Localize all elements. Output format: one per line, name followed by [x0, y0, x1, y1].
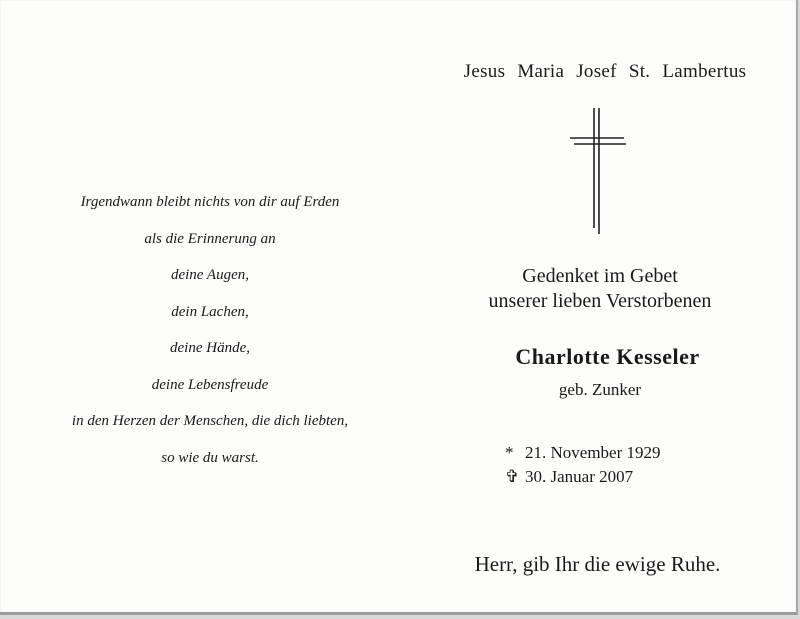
saints-header: Jesus Maria Josef St. Lambertus — [463, 61, 747, 82]
birth-row — [505, 441, 661, 465]
poem-line: so wie du warst. — [161, 449, 259, 466]
death-date: 30. Januar 2007 — [525, 467, 634, 486]
death-row — [505, 465, 661, 489]
life-dates — [505, 441, 661, 489]
poem-line: in den Herzen der Menschen, die dich liebten, — [71, 413, 349, 429]
closing-prayer: Herr, gib Ihr die ewige Ruhe. — [474, 552, 721, 576]
remembrance-line-2: unserer lieben Verstorbenen — [488, 290, 712, 312]
poem-line: dein Lachen, — [171, 303, 249, 320]
cross-icon — [568, 106, 628, 236]
birth-date: 21. November 1929 — [525, 443, 661, 462]
birth-star-icon: * — [505, 443, 514, 462]
deceased-name: Charlotte Kesseler — [515, 344, 700, 369]
poem-line: Irgendwann bleibt nichts von dir auf Erden — [80, 194, 340, 210]
remembrance-line-1: Gedenket im Gebet — [522, 265, 678, 287]
birth-name: geb. Zunker — [558, 380, 642, 399]
death-cross-icon: ✞ — [505, 467, 520, 486]
remembrance-text — [430, 264, 770, 314]
poem-line: deine Lebensfreude — [151, 376, 269, 393]
memorial-poem — [20, 190, 400, 482]
poem-line: deine Augen, — [170, 267, 250, 283]
poem-line: deine Hände, — [170, 340, 250, 356]
poem-line: als die Erinnerung an — [144, 230, 276, 247]
